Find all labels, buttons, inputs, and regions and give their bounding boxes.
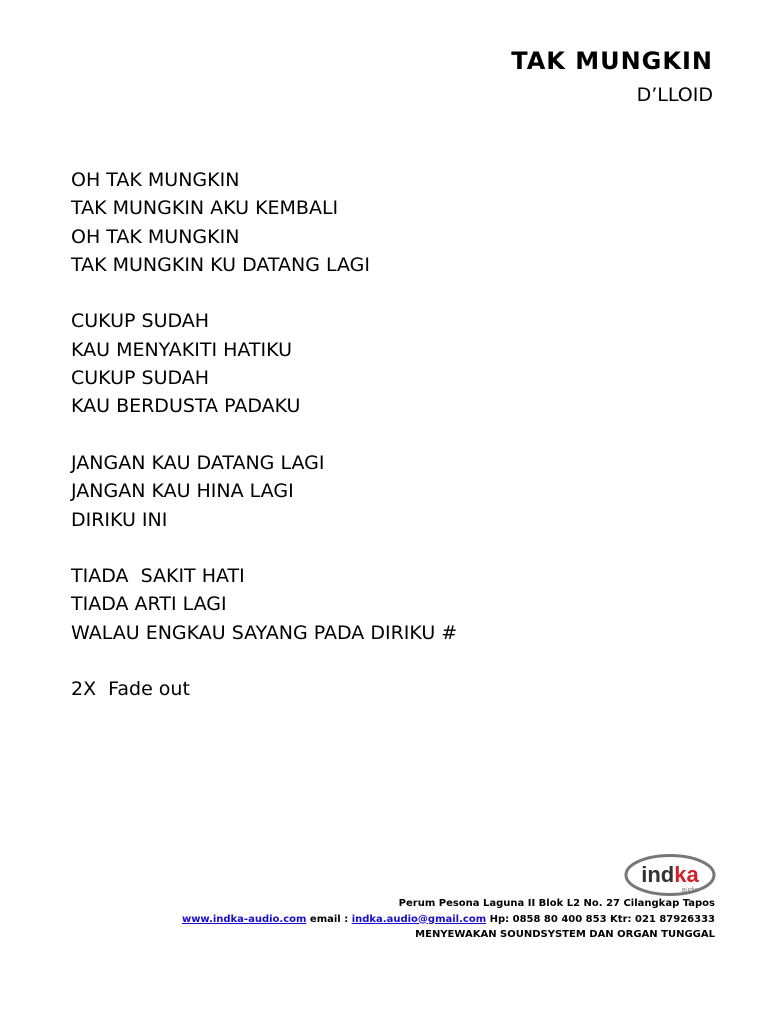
website-link[interactable]: www.indka-audio.com <box>181 913 307 925</box>
stanza-4 <box>71 562 457 647</box>
stanza-3 <box>71 449 457 534</box>
lyric-line: TAK MUNGKIN AKU KEMBALI <box>71 197 339 220</box>
email-label: email : <box>309 913 349 925</box>
song-title: TAK MUNGKIN <box>511 47 713 75</box>
lyric-line: TAK MUNGKIN KU DATANG LAGI <box>71 253 371 276</box>
indka-audio-logo-icon <box>624 854 716 898</box>
lyric-line: CUKUP SUDAH <box>71 310 210 333</box>
footer-phone: Hp: 0858 80 400 853 Ktr: 021 87926333 <box>489 913 715 925</box>
svg-text:indka: indka <box>641 862 699 887</box>
song-artist: D’LLOID <box>636 84 713 106</box>
song-header <box>511 44 713 110</box>
lyric-line: DIRIKU INI <box>71 508 168 531</box>
lyric-line: CUKUP SUDAH <box>71 367 210 390</box>
lyric-line: OH TAK MUNGKIN <box>71 169 240 191</box>
lyric-line: OH TAK MUNGKIN <box>71 225 240 248</box>
lyric-line: KAU BERDUSTA PADAKU <box>71 395 301 418</box>
lyric-line: TIADA ARTI LAGI <box>71 593 227 616</box>
footer <box>182 896 715 943</box>
email-link[interactable]: indka.audio@gmail.com <box>351 913 487 925</box>
svg-text:audio: audio <box>681 887 699 894</box>
lyrics <box>71 166 457 732</box>
performance-note <box>71 675 457 703</box>
lyric-line: KAU MENYAKITI HATIKU <box>71 338 292 361</box>
footer-address: Perum Pesona Laguna II Blok L2 No. 27 Cilangkap Tapos <box>398 898 715 909</box>
footer-contact <box>182 912 715 928</box>
stanza-1 <box>71 166 457 279</box>
footer-tagline: MENYEWAKAN SOUNDSYSTEM DAN ORGAN TUNGGAL <box>415 929 715 940</box>
lyric-line: TIADA SAKIT HATI <box>71 565 245 588</box>
lyric-line: JANGAN KAU HINA LAGI <box>71 480 294 503</box>
lyric-line: JANGAN KAU DATANG LAGI <box>71 451 325 474</box>
lyric-line: 2X Fade out <box>71 678 190 701</box>
stanza-2 <box>71 307 457 420</box>
lyric-line: WALAU ENGKAU SAYANG PADA DIRIKU # <box>71 621 458 644</box>
